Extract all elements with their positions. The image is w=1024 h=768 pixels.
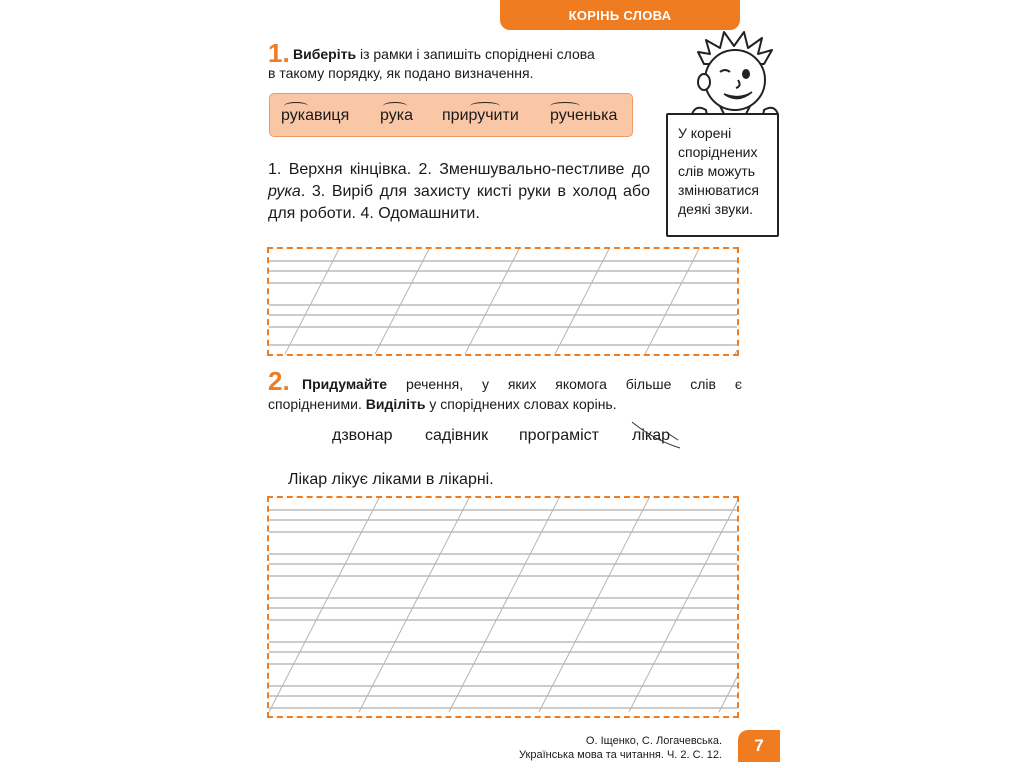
section-title: КОРІНЬ СЛОВА <box>568 7 672 23</box>
task-2-instruction-line1 <box>302 375 742 394</box>
task-2-writing-lines <box>269 498 739 718</box>
root-arc-3 <box>470 102 500 110</box>
task-1-definitions <box>268 159 650 225</box>
definitions-part1: 1. Верхня кінцівка. 2. Зменшувально-пестливе до <box>268 161 650 178</box>
root-arc-2 <box>383 102 407 110</box>
root-arc-1 <box>284 102 308 110</box>
credits-title: Українська мова та читання. Ч. 2. С. 12. <box>519 749 722 761</box>
task-2-instruction-text2: спорідненими. <box>268 396 366 412</box>
task-1-writing-lines <box>269 249 739 356</box>
example-word-1: дзвонар <box>332 427 393 444</box>
definitions-part2: . 3. Виріб для захисту кисті руки в холод або для роботи. 4. Одомашнити. <box>268 183 650 222</box>
frame-word-1: рукавиця <box>281 107 350 124</box>
example-word-4: лікар <box>632 427 671 444</box>
book-credits <box>470 734 722 762</box>
example-word-3: програміст <box>519 427 599 444</box>
page-number: 7 <box>738 730 780 762</box>
frame-word-4: рученька <box>550 107 618 124</box>
frame-word-3: приручити <box>442 107 519 124</box>
task-2-writing-area[interactable] <box>267 496 739 718</box>
root-arc-4 <box>550 102 580 110</box>
frame-word-2: рука <box>380 107 413 124</box>
task-1-instruction <box>293 45 643 64</box>
section-header <box>500 0 740 30</box>
task-1-instruction-line1: із рамки і запишіть споріднені слова <box>356 46 595 62</box>
task-2-instruction-line2 <box>268 395 708 414</box>
task-2-number: 2. <box>268 366 290 396</box>
task-1-number: 1. <box>268 38 290 68</box>
smiling-boy-icon <box>690 30 780 122</box>
task-2-instruction-verb2: Виділіть <box>365 396 426 412</box>
task-2-instruction-text1: речення, у яких якомога більше слів є <box>387 376 742 392</box>
task-2-instruction-verb1: Придумайте <box>302 376 388 392</box>
definitions-italic-word: рука <box>268 183 301 200</box>
task-2-instruction-text3: у споріднених словах корінь. <box>425 396 617 412</box>
task-1-writing-area[interactable] <box>267 247 739 356</box>
credits-authors: О. Іщенко, С. Логачевська. <box>585 735 722 747</box>
example-word-2: садівник <box>425 427 489 444</box>
strikethrough-mark <box>626 418 682 452</box>
tip-text: У корені споріднених слів можуть змінюватися деякі звуки. <box>678 125 759 217</box>
task-1-instruction-line2: в такому порядку, як подано визначення. <box>268 65 534 81</box>
task-1-instruction-verb: Виберіть <box>293 46 357 62</box>
example-sentence: Лікар лікує ліками в лікарні. <box>288 471 494 488</box>
